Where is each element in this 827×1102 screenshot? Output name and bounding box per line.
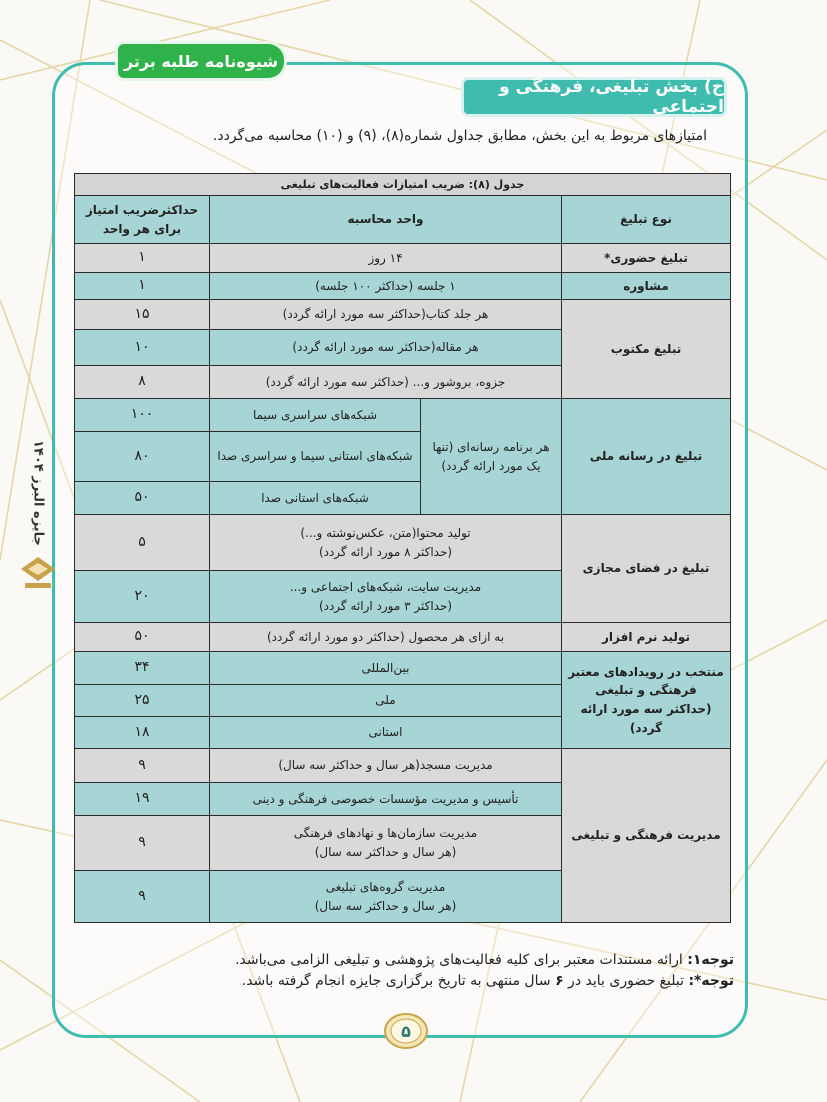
row-unit: [210, 871, 562, 923]
row-unit: شبکه‌های استانی سیما و سراسری صدا: [210, 432, 421, 482]
row-max: ۱: [75, 273, 210, 300]
row-type: مشاوره: [562, 273, 731, 300]
notes: [134, 950, 734, 992]
side-label-text: جایزه البرز ۱۴۰۴: [30, 440, 46, 546]
row-unit-line: (هر سال و حداکثر سه سال): [314, 845, 457, 860]
note-1-label: توجه۱:: [687, 952, 734, 968]
row-unit: ملی: [210, 685, 562, 717]
row-type: تبلیغ در رسانه ملی: [562, 399, 731, 515]
row-max: ۸۰: [75, 432, 210, 482]
row-type-line: منتخب در رویدادهای معتبر: [568, 664, 724, 679]
row-max: ۸: [75, 366, 210, 399]
row-unit: تأسیس و مدیریت مؤسسات خصوصی فرهنگی و دینی: [210, 783, 562, 816]
row-unit-line: (حداکثر ۳ مورد ارائه گردد): [318, 598, 453, 613]
note-1-text: ارائه مستندات معتبر برای کلیه فعالیت‌های پژوهشی و تبلیغی الزامی می‌باشد.: [235, 952, 688, 968]
row-unit: [210, 571, 562, 623]
row-unit: هر جلد کتاب(حداکثر سه مورد ارائه گردد): [210, 300, 562, 330]
row-unit: [210, 816, 562, 871]
row-unit-line: مدیریت سایت، شبکه‌های اجتماعی و...: [289, 579, 482, 594]
page-number: ۵: [401, 1021, 411, 1041]
row-unit-line: مدیریت سازمان‌ها و نهادهای فرهنگی: [293, 826, 478, 841]
row-unit: استانی: [210, 717, 562, 749]
note-2-text-a: تبلیغ حضوری باید در: [563, 973, 689, 989]
row-max: ۱۰: [75, 330, 210, 366]
row-type: [562, 652, 731, 749]
row-mid: هر برنامه رسانه‌ای (تنها یک مورد ارائه گردد): [421, 399, 562, 515]
side-label: [14, 440, 62, 610]
note-1: [134, 950, 734, 971]
alborz-logo-icon: [18, 554, 58, 592]
note-2-bold: ۶: [555, 973, 564, 989]
row-max: ۱: [75, 244, 210, 273]
page-number-badge: [383, 1012, 429, 1050]
row-max: ۲۰: [75, 571, 210, 623]
score-table: [74, 173, 731, 923]
row-unit: بین‌المللی: [210, 652, 562, 685]
row-unit: ۱۴ روز: [210, 244, 562, 273]
section-title: ج) بخش تبلیغی، فرهنگی و اجتماعی: [464, 80, 724, 114]
row-max: ۹: [75, 749, 210, 783]
row-max: ۳۴: [75, 652, 210, 685]
note-2: [134, 971, 734, 992]
header-max: حداکثرضریب امتیاز برای هر واحد: [75, 196, 210, 244]
row-unit: جزوه، بروشور و... (حداکثر سه مورد ارائه گردد): [210, 366, 562, 399]
row-unit-line: (هر سال و حداکثر سه سال): [314, 898, 457, 913]
row-max: ۵۰: [75, 482, 210, 515]
row-type: تولید نرم افزار: [562, 623, 731, 652]
table-caption: جدول (۸): ضریب امتیازات فعالیت‌های تبلیغی: [75, 174, 731, 196]
row-max: ۵: [75, 515, 210, 571]
row-max: ۹: [75, 871, 210, 923]
header-unit: واحد محاسبه: [210, 196, 562, 244]
row-max: ۹: [75, 816, 210, 871]
row-max: ۱۸: [75, 717, 210, 749]
row-max: ۱۵: [75, 300, 210, 330]
row-type-line: فرهنگی و تبلیغی: [595, 683, 697, 698]
row-unit-line: تولید محتوا(متن، عکس‌نوشته و...): [300, 525, 471, 540]
row-type: تبلیغ در فضای مجازی: [562, 515, 731, 623]
row-unit: هر مقاله(حداکثر سه مورد ارائه گردد): [210, 330, 562, 366]
note-2-text-b: سال منتهی به تاریخ برگزاری جایزه انجام گرفته باشد.: [241, 973, 556, 989]
row-unit: مدیریت مسجد(هر سال و حداکثر سه سال): [210, 749, 562, 783]
header-badge: شیوه‌نامه طلبه برتر: [118, 44, 284, 78]
row-type: مدیریت فرهنگی و تبلیغی: [562, 749, 731, 923]
row-unit: شبکه‌های استانی صدا: [210, 482, 421, 515]
row-type: تبلیغ مکتوب: [562, 300, 731, 399]
row-unit: شبکه‌های سراسری سیما: [210, 399, 421, 432]
row-unit: [210, 515, 562, 571]
header-type: نوع تبلیغ: [562, 196, 731, 244]
row-max: ۱۹: [75, 783, 210, 816]
row-max: ۲۵: [75, 685, 210, 717]
row-unit: به ازای هر محصول (حداکثر دو مورد ارائه گردد): [210, 623, 562, 652]
row-max: ۱۰۰: [75, 399, 210, 432]
row-unit-line: مدیریت گروه‌های تبلیغی: [325, 879, 446, 894]
row-unit: ۱ جلسه (حداکثر ۱۰۰ جلسه): [210, 273, 562, 300]
row-unit-line: (حداکثر ۸ مورد ارائه گردد): [318, 544, 453, 559]
row-type: تبلیغ حضوری*: [562, 244, 731, 273]
section-intro: امتیازهای مربوط به این بخش، مطابق جداول شماره(۸)، (۹) و (۱۰) محاسبه می‌گردد.: [212, 128, 707, 144]
note-2-label: توجه*:: [688, 973, 734, 989]
row-max: ۵۰: [75, 623, 210, 652]
row-type-line: (حداکثر سه مورد ارائه گردد): [580, 702, 712, 735]
